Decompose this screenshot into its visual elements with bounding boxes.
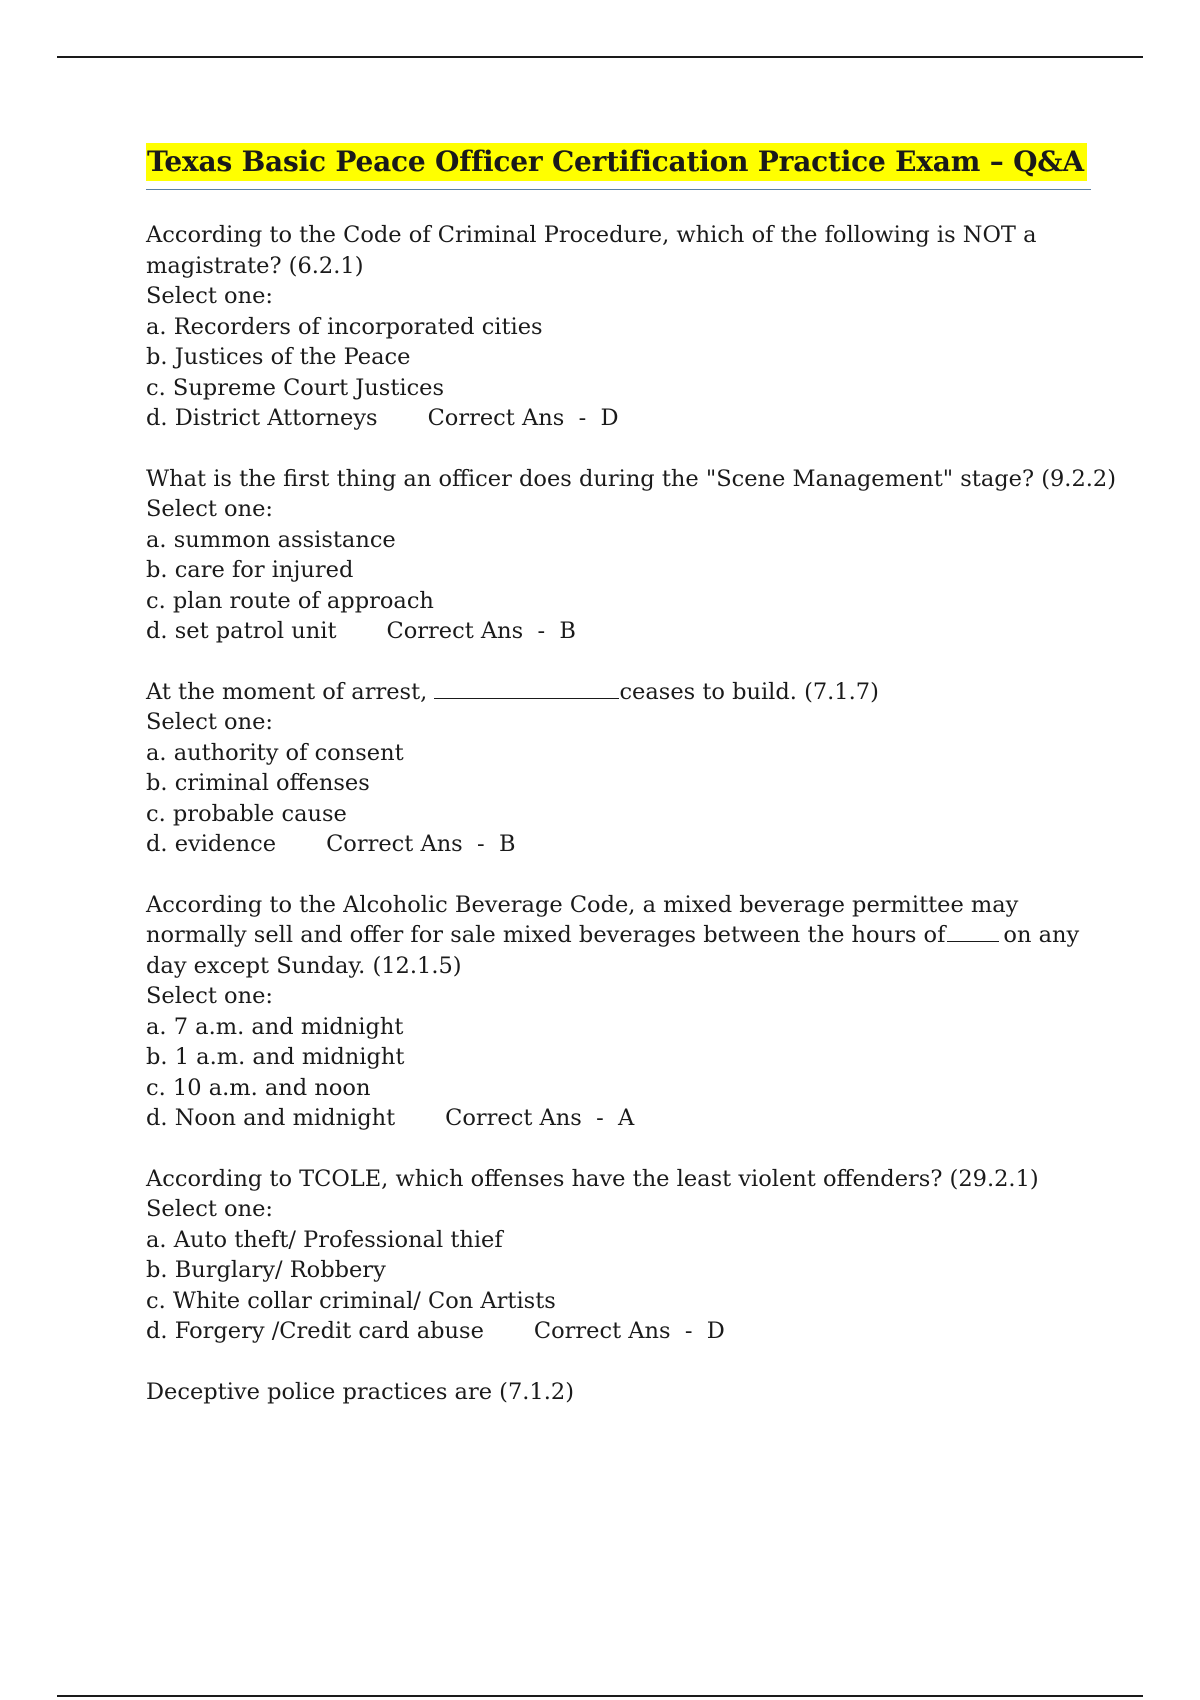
- select-label: Select one:: [146, 496, 273, 522]
- option-c: c. 10 a.m. and noon: [146, 1074, 371, 1101]
- question-text: normally sell and offer for sale mixed beverages between the hours of: [146, 922, 946, 948]
- option-d-row: [146, 1103, 1091, 1134]
- question-text: According to the Alcoholic Beverage Code, a mixed beverage permittee may: [146, 891, 1019, 918]
- correct-answer-label: Correct Ans -: [445, 1105, 619, 1131]
- correct-answer-value: B: [559, 618, 576, 644]
- select-label: Select one:: [146, 983, 273, 1009]
- option-d: d. Forgery /Credit card abuse: [146, 1318, 484, 1344]
- option-d-row: [146, 829, 1091, 860]
- option-b: b. 1 a.m. and midnight: [146, 1044, 405, 1070]
- option-a: a. authority of consent: [146, 739, 404, 766]
- question-text: Deceptive police practices are (7.1.2): [146, 1378, 574, 1405]
- question-text: According to TCOLE, which offenses have the least violent offenders? (29.2.1): [146, 1165, 1039, 1192]
- question-text: At the moment of arrest,: [146, 678, 435, 705]
- correct-answer-label: Correct Ans -: [386, 618, 560, 644]
- option-c: c. White collar criminal/ Con Artists: [146, 1287, 556, 1314]
- option-a: a. 7 a.m. and midnight: [146, 1013, 404, 1040]
- correct-answer-label: Correct Ans -: [326, 831, 499, 857]
- correct-answer-value: A: [618, 1105, 635, 1131]
- option-d: d. Noon and midnight: [146, 1105, 396, 1131]
- option-a: a. summon assistance: [146, 526, 396, 553]
- option-b: b. Burglary/ Robbery: [146, 1257, 386, 1283]
- option-c: c. probable cause: [146, 800, 347, 827]
- document-body: [146, 143, 1117, 1437]
- option-d: d. evidence: [146, 831, 277, 857]
- question-2: [146, 464, 1117, 647]
- question-6: [146, 1377, 1091, 1408]
- correct-answer-value: B: [498, 831, 516, 857]
- question-1: [146, 220, 1091, 434]
- correct-answer-label: Correct Ans -: [427, 405, 601, 431]
- option-c: c. Supreme Court Justices: [146, 374, 445, 401]
- option-d-row: [146, 403, 1091, 434]
- correct-answer-value: D: [600, 405, 619, 431]
- correct-answer-label: Correct Ans -: [533, 1318, 707, 1344]
- option-d-row: [146, 1316, 1091, 1347]
- option-b: b. Justices of the Peace: [146, 344, 411, 370]
- question-text: What is the first thing an officer does during the "Scene Management" stage? (9.2.2): [146, 465, 1117, 492]
- select-label: Select one:: [146, 1196, 273, 1222]
- option-d: d. District Attorneys: [146, 405, 378, 431]
- option-a: a. Recorders of incorporated cities: [146, 313, 543, 340]
- select-label: Select one:: [146, 283, 273, 309]
- question-text-row: [146, 920, 1091, 951]
- question-5: [146, 1164, 1091, 1347]
- option-d: d. set patrol unit: [146, 618, 337, 644]
- question-text: day except Sunday. (12.1.5): [146, 952, 462, 979]
- answer-blank: [947, 921, 999, 942]
- correct-answer-value: D: [706, 1318, 725, 1344]
- option-c: c. plan route of approach: [146, 587, 434, 614]
- answer-blank: [434, 678, 619, 699]
- option-b: b. criminal offenses: [146, 770, 370, 796]
- title-block: [146, 143, 1091, 190]
- header-rule: [57, 56, 1143, 58]
- option-d-row: [146, 616, 1091, 647]
- question-text-row: [146, 677, 1091, 708]
- select-label: Select one:: [146, 709, 273, 735]
- option-a: a. Auto theft/ Professional thief: [146, 1226, 503, 1253]
- question-text: on any: [1003, 922, 1080, 948]
- footer-rule: [57, 1695, 1143, 1697]
- question-text: magistrate? (6.2.1): [146, 252, 364, 279]
- question-text: ceases to build. (7.1.7): [619, 678, 879, 705]
- question-3: [146, 677, 1091, 860]
- question-text: According to the Code of Criminal Procedure, which of the following is NOT a: [146, 222, 1037, 248]
- question-4: [146, 890, 1091, 1134]
- page-title: Texas Basic Peace Officer Certification Practice Exam – Q&A: [146, 143, 1087, 181]
- option-b: b. care for injured: [146, 557, 354, 583]
